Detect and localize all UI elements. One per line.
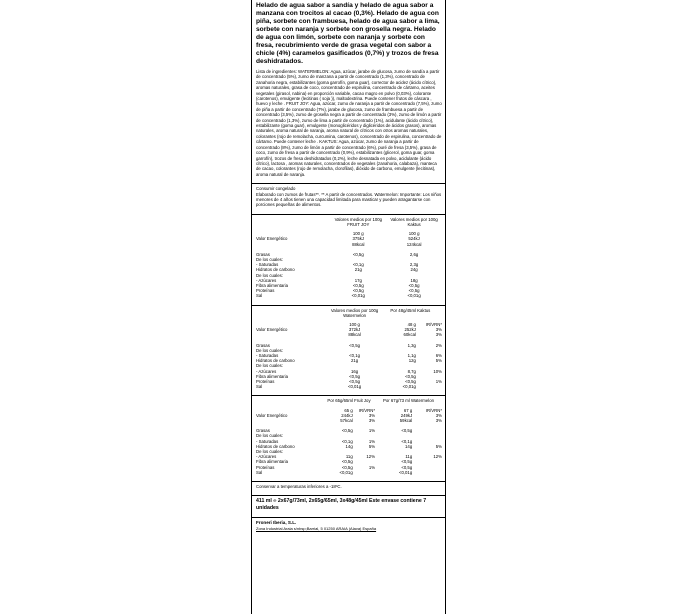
nutrient-label: Valor Energético bbox=[256, 236, 288, 242]
divider bbox=[252, 517, 445, 518]
nutrient-value: 17g bbox=[354, 277, 362, 283]
company-name: Froneri Iberia, S.L. bbox=[256, 520, 297, 526]
nutrient-value: <0,01g bbox=[402, 384, 416, 390]
column-header: Valores medios por 100g FRUIT JOY bbox=[334, 216, 383, 227]
nutrient-value: <0,5g bbox=[352, 288, 364, 294]
table-row bbox=[256, 398, 442, 407]
nutrient-label: De los cuales: bbox=[256, 363, 283, 369]
table-row bbox=[256, 384, 442, 389]
nutrient-value: 124kcal bbox=[406, 241, 422, 247]
reference-intake: 10% bbox=[433, 368, 442, 374]
pack-contents: 411 ml ℮ 2x67g/73ml, 2x65g/65ml, 3x48g/45ml Este envase contiene 7 unidades bbox=[256, 498, 427, 511]
nutrient-value: 100 g bbox=[349, 322, 360, 327]
column-header: Por 48g/45ml Kaktus bbox=[390, 307, 431, 313]
nutrient-value: 18g bbox=[410, 277, 418, 283]
ingredients-list: Lista de ingredientes: WATERMELON: Agua, azúcar, jarabe de glucosa, zumo de sandía a partir de concentrado (5%), zumo de manzana a partir de concentrado (1,3%), concentrado de zanahoria negra, estabilizantes (goma garrofín, goma guar), corrector de acidez (ácido cítrico), aromas naturales, grasa de coco, concentrado de espirulina, concentrado de cártamo, aceites vegetales (girasol, nabina) en proporción variable, cacao magro en polvo (0,03%), colorante (carotenos), emulgente (lecitinas ( soja )), maltodextrina. Puede contener frutos de cáscara , huevo y leche . FRUIT JOY: Agua, azúcar, zumo de naranja a partir de concentrado (7,5%), zumo de piña a partir de concentrado (7%), jarabe de glucosa, zumo de frambuesa a partir de concentrado (3,5%), zumo de grosella negra a partir de concentrado (3%), zumo de limón a partir de concentrado (1,3%), zumo de lima a partir de concentrado (1%), acidulante (ácido cítrico), estabilizante (goma guar), emulgente (monoglicéridos y diglicéridos de ácidos grasos), aromas naturales, aroma natural de naranja, aroma natural de cítricos con otros aromas naturales, colorantes (rojo de remolacha, curcumina, carotenos), concentrado de espirulina, concentrado de cártamo. Puede contener leche . KAKTUS: Agua, azúcar, zumo de naranja a partir de concentrado (8%), zumo de limón a partir de concentrado (6%), puré de fresa (3,5%), grasa de coco, zumo de fresa a partir de concentrado (0,9%), estabilizantes (glicerol, goma guar, goma garrofín), trozos de fresa deshidratados (0,2%), leche desnatada en polvo, acidulante (ácido cítrico), lactosa , aromas naturales, concentrados de vegetales (zanahoria, calabaza), manteca de cacao, colorantes (rojo de remolacha, clorofilas), dióxido de carbono, emulgente (lecitinas), aroma natural de naranja. bbox=[256, 69, 442, 177]
nutrient-value: <0,5g bbox=[341, 464, 353, 470]
nutrient-label: Fibra alimentaria bbox=[256, 373, 289, 379]
nutrient-value: 375kJ bbox=[352, 236, 365, 242]
nutrient-value: <0,5g bbox=[349, 342, 360, 348]
divider bbox=[252, 481, 445, 482]
nutrient-label: Hidratos de carbono bbox=[256, 443, 295, 449]
nutrient-label: De los cuales: bbox=[256, 272, 283, 278]
nutrient-label: Hidratos de carbono bbox=[256, 358, 295, 364]
nutrient-label: Grasas bbox=[256, 428, 270, 434]
nutrient-value: 11g bbox=[405, 454, 413, 460]
product-label bbox=[251, 0, 446, 614]
nutrient-value: 8,7g bbox=[407, 368, 416, 374]
nutrient-value: <0,1g bbox=[341, 438, 353, 444]
nutrient-value: 16g bbox=[350, 368, 359, 374]
nutrient-value: 24g bbox=[410, 267, 418, 273]
nutrient-value: <0,5g bbox=[401, 464, 413, 470]
nutrient-value: <0,01g bbox=[398, 469, 413, 475]
header-cell bbox=[256, 308, 330, 322]
nutrient-label: Sal bbox=[256, 384, 263, 390]
nutrient-value: <0,5g bbox=[405, 373, 416, 379]
table-row bbox=[256, 470, 442, 475]
reference-intake: 3% bbox=[368, 412, 376, 418]
table-row bbox=[256, 308, 442, 322]
nutrient-value: 14g bbox=[345, 443, 353, 449]
nutrient-value: <0,01g bbox=[407, 293, 421, 299]
nutrient-value: 60kcal bbox=[403, 332, 416, 338]
reference-intake: 12% bbox=[433, 454, 442, 460]
nutrient-value: 88kcal bbox=[352, 241, 365, 247]
nutrition-table-watermelon-kaktus bbox=[256, 308, 442, 390]
nutrient-value: 252kJ bbox=[404, 327, 416, 333]
nutrient-value: 244kJ bbox=[341, 412, 353, 418]
table-row bbox=[256, 217, 442, 231]
reference-intake: 3% bbox=[435, 332, 442, 338]
nutrient-value: <0,5g bbox=[341, 459, 353, 465]
nutrient-label: Grasas bbox=[256, 342, 270, 348]
reference-intake: 1% bbox=[368, 428, 376, 434]
juice-note: Elaborado con zumos de frutas**. ** A partir de concentrados. Watermelon: Importante: Los niños menores de 4 años tienen una capacidad limitada para masticar y pueden atragantarse con porciones pequeñas de alimentos. bbox=[256, 191, 442, 208]
nutrient-value: 100 g bbox=[352, 231, 364, 237]
nutrient-value: <0,5g bbox=[341, 428, 353, 434]
divider bbox=[252, 305, 445, 306]
nutrient-value: <0,01g bbox=[347, 384, 362, 390]
reference-intake: 1% bbox=[435, 379, 442, 385]
nutrient-value: <0,01g bbox=[351, 293, 365, 299]
nutrient-label: Valor Energético bbox=[256, 327, 288, 333]
reference-intake bbox=[416, 384, 442, 389]
nutrient-value: <0,5g bbox=[408, 282, 420, 288]
nutrient-value: 67 g bbox=[403, 407, 413, 413]
nutrient-value: <0,1g bbox=[401, 438, 413, 444]
nutrient-value: 524kJ bbox=[408, 236, 420, 242]
nutrient-value: 372kJ bbox=[348, 327, 361, 333]
nutrient-value: 12g bbox=[408, 358, 416, 364]
column-header: Valores medios por 100g Kaktus bbox=[390, 216, 438, 227]
column-header: Valores medios por 100g Watermelon bbox=[330, 307, 379, 318]
consume-frozen-note: Consumir congelado bbox=[256, 186, 296, 192]
nutrient-value: <0,5g bbox=[408, 288, 420, 294]
nutrient-value: 21g bbox=[354, 267, 362, 273]
nutrient-value: 14g bbox=[405, 443, 413, 449]
reference-intake: 3% bbox=[435, 412, 442, 418]
nutrient-value: 11g bbox=[345, 454, 353, 460]
nutrient-value: 21g bbox=[350, 358, 359, 364]
reference-intake: IR/VRN* bbox=[358, 407, 376, 413]
reference-intake: 3% bbox=[435, 327, 442, 333]
nutrient-label: - Azúcares bbox=[256, 368, 277, 374]
nutrient-value: 249kJ bbox=[400, 412, 413, 418]
nutrient-value: <0,5g bbox=[349, 373, 360, 379]
nutrient-value: <0,5g bbox=[352, 282, 364, 288]
nutrient-value: 1,1g bbox=[407, 353, 416, 359]
nutrient-label: - Azúcares bbox=[256, 454, 277, 460]
nutrient-label: - Saturadas bbox=[256, 262, 279, 268]
nutrient-value: <0,5g bbox=[401, 459, 413, 465]
reference-intake: 5% bbox=[368, 443, 376, 449]
nutrient-value: 88kcal bbox=[348, 332, 361, 338]
nutrient-value: <0,5g bbox=[405, 379, 416, 385]
column-header: Por 67g/73 ml Watermelon bbox=[383, 398, 434, 404]
nutrient-value: 1,3g bbox=[407, 342, 416, 348]
nutrient-label: - Saturadas bbox=[256, 353, 279, 359]
header-cell bbox=[256, 217, 330, 231]
column-header: Por 65g/65ml Fruit Joy bbox=[327, 398, 371, 404]
nutrient-value: 59kcal bbox=[399, 418, 413, 424]
nutrient-label: De los cuales: bbox=[256, 256, 283, 262]
nutrient-value: <0,1g bbox=[349, 353, 360, 359]
nutrient-label: Fibra alimentaria bbox=[256, 282, 289, 288]
reference-intake: 12% bbox=[366, 454, 376, 460]
nutrient-label: Grasas bbox=[256, 251, 270, 257]
nutrient-label: Fibra alimentaria bbox=[256, 459, 289, 465]
nutrient-value: 65 g bbox=[344, 407, 353, 413]
nutrient-label: Sal bbox=[256, 293, 263, 299]
nutrient-label: Proteínas bbox=[256, 464, 275, 470]
nutrient-value: <0,1g bbox=[352, 262, 364, 268]
reference-intake: 1% bbox=[368, 464, 376, 470]
reference-intake: 3% bbox=[435, 418, 442, 424]
nutrient-label: De los cuales: bbox=[256, 449, 283, 455]
nutrient-label: Hidratos de carbono bbox=[256, 267, 295, 273]
divider bbox=[252, 183, 445, 184]
divider bbox=[252, 395, 445, 396]
storage-instructions: Conservar a temperaturas inferiores a -18ºC. bbox=[256, 484, 342, 490]
nutrient-label: Proteínas bbox=[256, 288, 275, 294]
nutrient-value: <0,5g bbox=[349, 379, 360, 385]
nutrient-label: De los cuales: bbox=[256, 347, 283, 353]
nutrient-value: 57kcal bbox=[340, 418, 353, 424]
nutrient-label: De los cuales: bbox=[256, 433, 283, 439]
reference-intake: 2% bbox=[435, 342, 442, 348]
nutrient-label: Sal bbox=[256, 469, 263, 475]
nutrition-table-portions bbox=[256, 398, 442, 475]
reference-intake: IR/VRN* bbox=[425, 407, 442, 413]
nutrient-label: Valor Energético bbox=[256, 412, 288, 418]
product-title: Helado de agua sabor a sandía y helado de agua sabor a manzana con trocitos al cacao (0,3%). Helado de agua con piña, sorbete con frambuesa, helado de agua sabor a lima, sorbete con naranja y sorbete con grosella negra. Helado de agua con limón, sorbete con naranja y sorbete con fresa, recubrimiento verde de grasa vegetal con sabor a chicle (4%) caramelos gasificados (0,7%) y trozos de fresa deshidratados. bbox=[256, 2, 440, 65]
reference-intake: 1% bbox=[368, 438, 376, 444]
reference-intake: 6% bbox=[435, 353, 442, 359]
divider bbox=[252, 495, 445, 496]
divider bbox=[252, 214, 445, 215]
reference-intake bbox=[353, 470, 375, 475]
header-cell bbox=[256, 398, 323, 407]
table-row bbox=[256, 293, 442, 298]
nutrient-value: 2,6g bbox=[409, 251, 419, 257]
nutrient-value: 48 g bbox=[407, 322, 416, 327]
reference-intake: 5% bbox=[435, 358, 442, 364]
nutrient-value: <0,5g bbox=[352, 251, 364, 257]
reference-intake bbox=[412, 470, 442, 475]
reference-intake: 5% bbox=[435, 443, 442, 449]
reference-intake: 3% bbox=[368, 418, 376, 424]
nutrient-value: <0,5g bbox=[401, 428, 413, 434]
nutrient-label: - Saturadas bbox=[256, 438, 279, 444]
nutrient-label: Proteínas bbox=[256, 379, 275, 385]
nutrient-value: <0,01g bbox=[339, 469, 353, 475]
nutrient-value: 2,3g bbox=[409, 262, 419, 268]
nutrient-value: 100 g bbox=[408, 231, 420, 237]
reference-intake: IR/VRN* bbox=[425, 322, 442, 327]
nutrient-label: - Azúcares bbox=[256, 277, 277, 283]
nutrition-table-fruitjoy-kaktus bbox=[256, 217, 442, 299]
company-address: Zona Industrial Araia s/nbsp;Barrial, 5 01250 ARAIA (Alava) España bbox=[256, 525, 377, 531]
